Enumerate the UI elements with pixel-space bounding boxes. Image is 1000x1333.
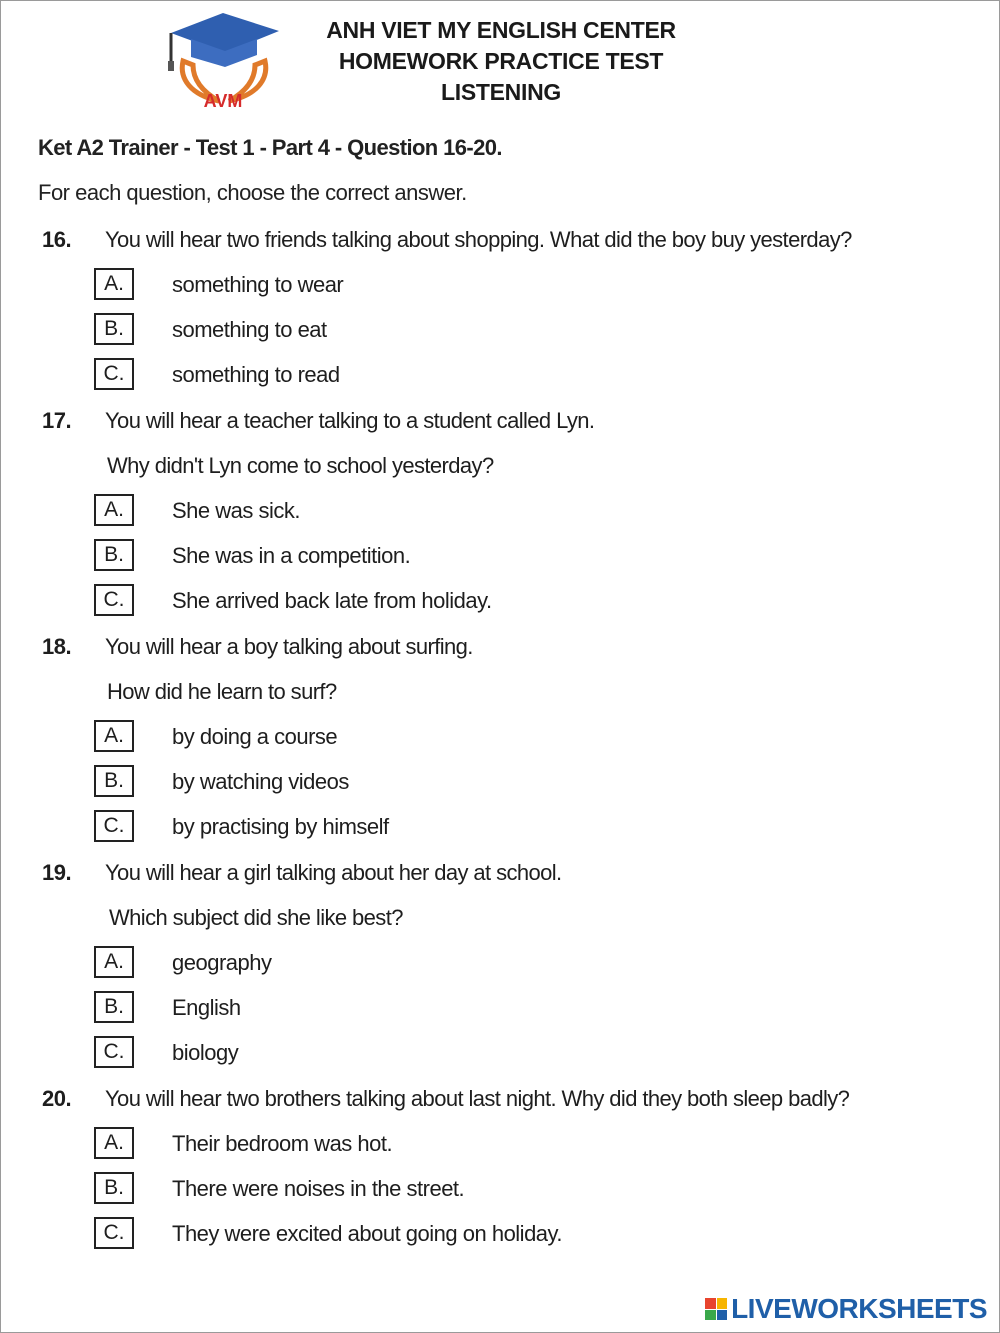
question-text: You will hear two brothers talking about last night. Why did they both sleep badly?	[105, 1086, 850, 1111]
answer-box-a[interactable]: A.	[94, 720, 134, 752]
option-text: something to wear	[172, 272, 344, 297]
option-text: something to read	[172, 362, 340, 387]
liveworksheets-logo[interactable]	[705, 1292, 987, 1326]
answer-box-a[interactable]: A.	[94, 946, 134, 978]
answer-box-c[interactable]: C.	[94, 358, 134, 390]
question-number: 19.	[42, 860, 72, 885]
question-number: 16.	[42, 227, 72, 252]
avm-logo	[161, 9, 286, 111]
liveworksheets-grid-icon	[705, 1298, 727, 1320]
option-text: She was in a competition.	[172, 543, 411, 568]
answer-box-c[interactable]: C.	[94, 1036, 134, 1068]
question-text: You will hear a boy talking about surfing.	[105, 634, 473, 659]
option-text: There were noises in the street.	[172, 1176, 465, 1201]
question-text: You will hear two friends talking about shopping. What did the boy buy yesterday?	[105, 227, 852, 252]
option-text: by watching videos	[172, 769, 349, 794]
answer-box-c[interactable]: C.	[94, 1217, 134, 1249]
question-number: 17.	[42, 408, 72, 433]
question-subtext: Which subject did she like best?	[109, 905, 403, 930]
instruction: For each question, choose the correct answer.	[38, 180, 467, 205]
part-title: Ket A2 Trainer - Test 1 - Part 4 - Question 16-20.	[38, 135, 502, 160]
answer-box-a[interactable]: A.	[94, 1127, 134, 1159]
answer-box-c[interactable]: C.	[94, 810, 134, 842]
option-text: They were excited about going on holiday.	[172, 1221, 563, 1246]
answer-box-a[interactable]: A.	[94, 494, 134, 526]
liveworksheets-brand: LIVEWORKSHEETS	[731, 1293, 987, 1324]
answer-box-a[interactable]: A.	[94, 268, 134, 300]
answer-box-b[interactable]: B.	[94, 313, 134, 345]
logo-text: AVM	[203, 91, 243, 111]
answer-box-b[interactable]: B.	[94, 991, 134, 1023]
question-subtext: Why didn't Lyn come to school yesterday?	[107, 453, 494, 478]
answer-box-b[interactable]: B.	[94, 765, 134, 797]
answer-box-b[interactable]: B.	[94, 1172, 134, 1204]
option-text: something to eat	[172, 317, 327, 342]
answer-box-b[interactable]: B.	[94, 539, 134, 571]
question-number: 18.	[42, 634, 72, 659]
skill-title: LISTENING	[441, 79, 561, 105]
test-title: HOMEWORK PRACTICE TEST	[338, 48, 664, 74]
question-text: You will hear a teacher talking to a student called Lyn.	[105, 408, 595, 433]
answer-box-c[interactable]: C.	[94, 584, 134, 616]
cap-top	[171, 13, 279, 53]
option-text: geography	[172, 950, 272, 975]
question-subtext: How did he learn to surf?	[107, 679, 337, 704]
option-text: by practising by himself	[172, 814, 389, 839]
option-text: She was sick.	[172, 498, 300, 523]
question-text: You will hear a girl talking about her day at school.	[105, 860, 562, 885]
option-text: English	[172, 995, 241, 1020]
option-text: Their bedroom was hot.	[172, 1131, 393, 1156]
option-text: by doing a course	[172, 724, 338, 749]
center-name: ANH VIET MY ENGLISH CENTER	[326, 17, 676, 43]
question-number: 20.	[42, 1086, 72, 1111]
option-text: biology	[172, 1040, 239, 1065]
option-text: She arrived back late from holiday.	[172, 588, 492, 613]
